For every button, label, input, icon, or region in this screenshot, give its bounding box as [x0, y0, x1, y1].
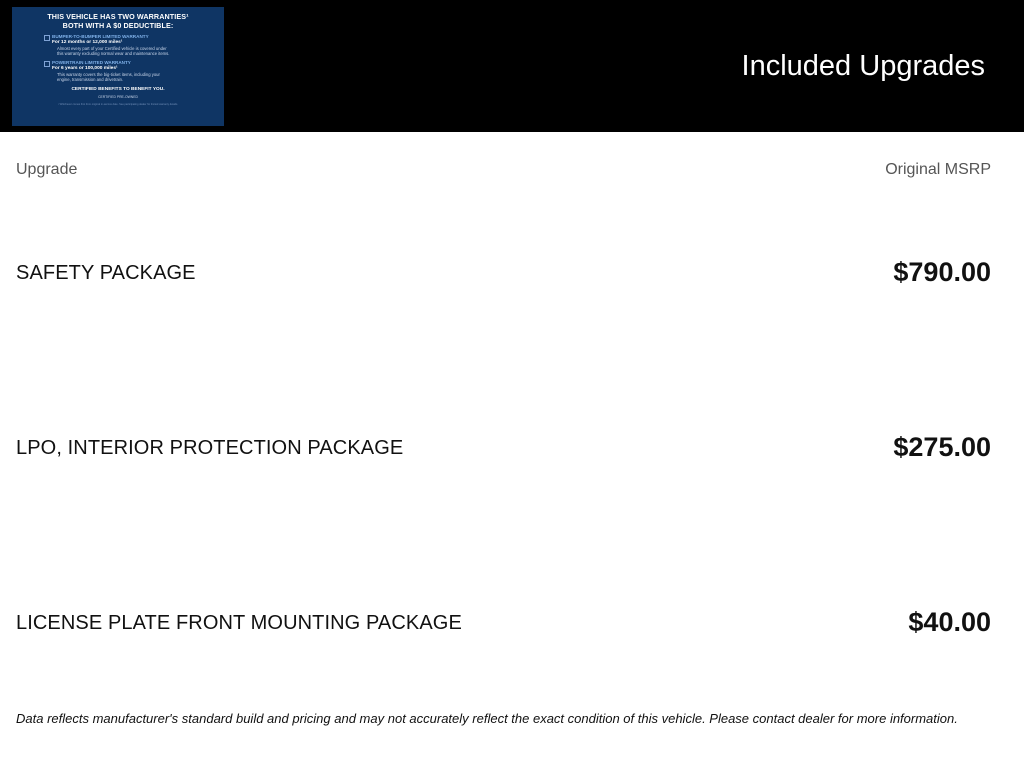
disclaimer-text: Data reflects manufacturer's standard build and pricing and may not accurately reflect the exact condition of this vehicle. Please contact dealer for more information.	[16, 711, 958, 726]
warranty-tagline: CERTIFIED BENEFITS TO BENEFIT YOU.	[71, 87, 165, 92]
warranty-item-powertrain	[20, 60, 216, 82]
warranty-2-term: For 6 years or 100,000 miles¹	[52, 66, 118, 71]
warranty-1-desc: Almost every part of your Certified vehicle is covered under this warranty excluding normal wear and maintenance items.	[57, 46, 170, 56]
page-title: Included Upgrades	[741, 50, 985, 82]
upgrade-name: LPO, INTERIOR PROTECTION PACKAGE	[16, 437, 404, 459]
upgrade-name: SAFETY PACKAGE	[16, 262, 196, 284]
column-header-msrp: Original MSRP	[885, 161, 991, 178]
upgrade-price: $40.00	[908, 607, 991, 637]
warranty-brand-line: CERTIFIED PRE-OWNED	[98, 95, 138, 99]
warranty-heading: THIS VEHICLE HAS TWO WARRANTIES¹ BOTH WITH A $0 DEDUCTIBLE:	[47, 12, 189, 30]
column-header-upgrade: Upgrade	[16, 161, 78, 178]
warranty-2-desc: This warranty covers the big-ticket items, including your engine, transmission and drivetrain.	[57, 72, 160, 82]
warranty-1-title: BUMPER-TO-BUMPER LIMITED WARRANTY	[52, 34, 149, 39]
upgrade-price: $275.00	[893, 432, 991, 462]
warranty-image	[12, 7, 224, 126]
checkbox-icon	[44, 35, 50, 41]
header-bar	[0, 0, 1024, 132]
warranty-2-title: POWERTRAIN LIMITED WARRANTY	[52, 60, 131, 65]
warranty-fine-print: ¹ Whichever comes first from original in-service date. See participating dealer for limited warranty details.	[58, 103, 178, 106]
upgrade-name: LICENSE PLATE FRONT MOUNTING PACKAGE	[16, 612, 462, 634]
upgrade-price: $790.00	[893, 257, 991, 287]
checkbox-icon	[44, 61, 50, 67]
warranty-item-bumper	[20, 34, 216, 56]
warranty-1-term: For 12 months or 12,000 miles¹	[52, 40, 123, 45]
